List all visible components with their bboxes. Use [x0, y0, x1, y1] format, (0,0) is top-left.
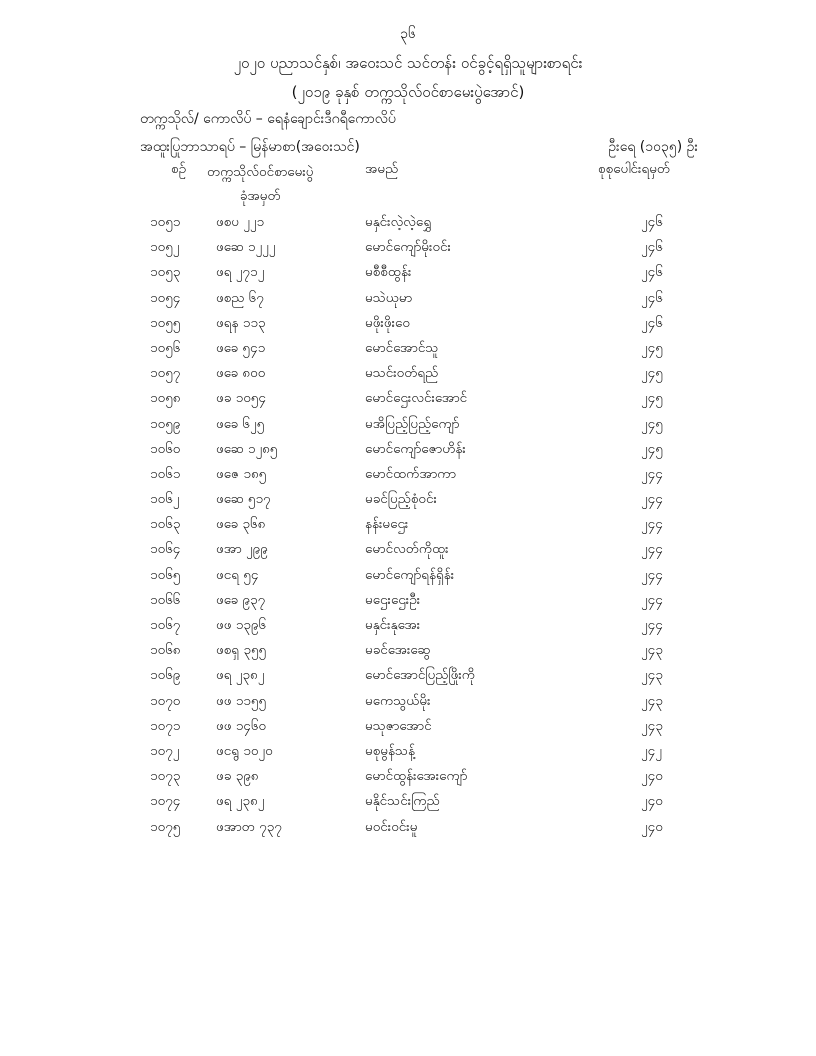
roll-number-cell: ဖရ ၂၃၈၂	[216, 667, 265, 684]
row-number-cell: ၁၀၆၉	[150, 667, 181, 684]
roll-number-cell: ဖငရ ၅၄	[216, 566, 259, 583]
student-name-cell: မသုဇာအောင်	[365, 717, 432, 734]
roll-number-cell: ဖခေ ၉၃၇	[216, 591, 266, 608]
table-row	[0, 540, 816, 565]
row-number-cell: ၁၀၆၇	[150, 617, 181, 633]
total-mark-cell: ၂၄၄	[641, 491, 663, 508]
total-mark-cell: ၂၄၃	[641, 642, 663, 659]
total-mark-cell: ၂၄၃	[641, 667, 663, 684]
row-number-cell: ၁၀၅၄	[150, 289, 181, 306]
results-table	[0, 213, 816, 843]
table-row	[0, 767, 816, 792]
table-row	[0, 364, 816, 389]
total-mark-cell: ၂၄၆	[641, 239, 663, 256]
student-name-cell: မဖိုးဖိုးဝေ	[365, 314, 410, 331]
table-row	[0, 666, 816, 691]
total-mark-cell: ၂၄၅	[641, 365, 663, 382]
table-row	[0, 792, 816, 817]
row-number-cell: ၁၀၅၉	[150, 415, 181, 432]
roll-number-cell: ဖအာတ ၇၃၇	[216, 818, 282, 835]
row-number-cell: ၁၀၅၃	[150, 264, 181, 281]
table-row	[0, 238, 816, 263]
table-row	[0, 314, 816, 339]
student-name-cell: မောင်ဌေးလင်းအောင်	[365, 390, 468, 407]
total-mark-cell: ၂၄၆	[641, 214, 663, 230]
total-mark-cell: ၂၄၄	[641, 566, 663, 583]
column-header-no: စဉ်	[171, 161, 187, 177]
student-name-cell: မောင်ကျော်မိုးဝင်း	[365, 239, 451, 256]
table-row	[0, 440, 816, 465]
roll-number-cell: ဖခေ ၃၆၈	[216, 516, 266, 533]
student-name-cell: မနှင်းလဲ့လဲ့ရွှေ	[365, 214, 432, 230]
total-count: ဦးရေ (၁၀၃၅) ဦး	[608, 139, 698, 155]
table-row	[0, 389, 816, 414]
student-name-cell: မောင်ကျော်ရန်ရှိန်း	[365, 566, 455, 583]
roll-number-cell: ဖခေ ၅၄၁	[216, 339, 266, 356]
row-number-cell: ၁၀၅၅	[150, 314, 181, 331]
roll-number-cell: ဖဆေ ၁၂၈၅	[216, 440, 278, 457]
total-mark-cell: ၂၄၅	[641, 415, 663, 432]
student-name-cell: မောင်အောင်သူ	[365, 339, 439, 356]
column-header-total-marks: စုစုပေါင်းရမှတ်	[598, 161, 671, 177]
row-number-cell: ၁၀၆၈	[150, 642, 181, 659]
column-header-roll-line-1: တက္ကသိုလ်ဝင်စာမေးပွဲ	[207, 164, 314, 180]
document-subtitle: (၂၀၁၉ ခုနှစ် တက္ကသိုလ်ဝင်စာမေးပွဲအောင်)	[291, 83, 525, 101]
student-name-cell: မောင်ထက်အာကာ	[365, 465, 457, 482]
row-number-cell: ၁၀၇၂	[150, 742, 180, 759]
table-row	[0, 415, 816, 440]
table-row	[0, 263, 816, 288]
roll-number-cell: ဖအာ ၂၉၉	[216, 541, 268, 558]
roll-number-cell: ဖစရှ ၃၅၅	[216, 642, 267, 659]
roll-number-cell: ဖခ ၃၉၈	[216, 768, 259, 785]
table-row	[0, 616, 816, 641]
total-mark-cell: ၂၄၃	[641, 717, 663, 734]
roll-number-cell: ဖခေ ၈၀၀	[216, 365, 266, 382]
student-name-cell: မဌေးဌေးဦး	[365, 591, 421, 608]
total-mark-cell: ၂၄၀	[641, 768, 663, 785]
roll-number-cell: ဖဖ ၁၄၆၀	[216, 717, 267, 734]
total-mark-cell: ၂၄၆	[641, 314, 663, 331]
table-row	[0, 818, 816, 843]
student-name-cell: မသင်းဝတ်ရည်	[365, 365, 439, 382]
total-mark-cell: ၂၄၄	[641, 591, 663, 608]
table-row	[0, 717, 816, 742]
student-name-cell: မကေသွယ်မိုး	[365, 692, 431, 709]
row-number-cell: ၁၀၇၅	[150, 818, 181, 835]
table-row	[0, 339, 816, 364]
total-mark-cell: ၂၄၄	[641, 516, 663, 533]
student-name-cell: မဝင်းဝင်းမူ	[365, 818, 418, 835]
total-mark-cell: ၂၄၆	[641, 289, 663, 306]
row-number-cell: ၁၀၅၁	[150, 214, 181, 230]
roll-number-cell: ဖငရွ ၁၀၂၀	[216, 742, 273, 759]
student-name-cell: မသဲယုမာ	[365, 289, 413, 306]
student-name-cell: မောင်ထွန်းအေးကျော်	[365, 768, 468, 785]
table-row	[0, 692, 816, 717]
table-row	[0, 213, 816, 238]
student-name-cell: မခင်အေးဆွေ	[365, 642, 431, 659]
row-number-cell: ၁၀၆၅	[150, 566, 181, 583]
total-mark-cell: ၂၄၄	[641, 541, 663, 558]
university-line: တက္ကသိုလ်/ ကောလိပ် – ရေနံချောင်းဒီဂရီကောလိပ်	[140, 111, 396, 127]
roll-number-cell: ဖခ ၁၀၅၄	[216, 390, 266, 407]
column-header-roll-line-2: ခုံအမှတ်	[239, 188, 281, 204]
student-name-cell: မနှင်းနုအေး	[365, 617, 421, 633]
row-number-cell: ၁၀၅၈	[150, 390, 181, 407]
total-mark-cell: ၂၄၄	[641, 617, 663, 633]
row-number-cell: ၁၀၇၁	[150, 717, 181, 734]
row-number-cell: ၁၀၇၄	[150, 793, 181, 810]
total-mark-cell: ၂၄၆	[641, 264, 663, 281]
roll-number-cell: ဖဖ ၁၁၅၅	[216, 692, 267, 709]
row-number-cell: ၁၀၆၄	[150, 541, 181, 558]
roll-number-cell: ဖဆေ ၁၂၂၂	[216, 239, 276, 256]
table-row	[0, 641, 816, 666]
table-row	[0, 490, 816, 515]
roll-number-cell: ဖရ ၂၃၈၂	[216, 793, 265, 810]
student-name-cell: မောင်အောင်ပြည့်ဖြိုးကို	[365, 667, 475, 684]
row-number-cell: ၁၀၆၀	[150, 440, 181, 457]
total-mark-cell: ၂၄၅	[641, 440, 663, 457]
table-row	[0, 591, 816, 616]
roll-number-cell: ဖစည ၆၇	[216, 289, 264, 306]
table-row	[0, 289, 816, 314]
column-header-roll-number	[207, 160, 313, 208]
subject-line: အထူးပြုဘာသာရပ် – မြန်မာစာ(အဝေးသင်)	[140, 139, 360, 155]
total-mark-cell: ၂၄၃	[641, 692, 663, 709]
row-number-cell: ၁၀၇၃	[150, 768, 181, 785]
row-number-cell: ၁၀၆၂	[150, 491, 180, 508]
table-row	[0, 515, 816, 540]
total-mark-cell: ၂၄၂	[641, 742, 662, 759]
total-mark-cell: ၂၄၅	[641, 339, 663, 356]
row-number-cell: ၁၀၅၂	[150, 239, 180, 256]
roll-number-cell: ဖဇေ ၁၈၅	[216, 465, 267, 482]
student-name-cell: မစီစီထွန်း	[365, 264, 412, 281]
roll-number-cell: ဖဆေ ၅၁၇	[216, 491, 271, 508]
roll-number-cell: ဖခေ ၆၂၅	[216, 415, 265, 432]
column-header-name: အမည်	[365, 161, 399, 177]
row-number-cell: ၁၀၆၃	[150, 516, 181, 533]
row-number-cell: ၁၀၆၆	[150, 591, 181, 608]
total-mark-cell: ၂၄၅	[641, 390, 663, 407]
student-name-cell: မောင်လတ်ကိုထူး	[365, 541, 449, 558]
roll-number-cell: ဖစပ ၂၂၁	[216, 214, 265, 230]
student-name-cell: နန်းမဌေး	[365, 516, 409, 533]
table-row	[0, 465, 816, 490]
table-row	[0, 742, 816, 767]
student-name-cell: မစုမွန်သန့်	[365, 742, 416, 759]
document-title: ၂၀၂၀ ပညာသင်နှစ်၊ အဝေးသင် သင်တန်း ဝင်ခွင့်ရရှိသူများစာရင်း	[233, 54, 583, 72]
roll-number-cell: ဖရန ၁၁၃	[216, 314, 266, 331]
row-number-cell: ၁၀၇၀	[150, 692, 181, 709]
student-name-cell: မောင်ကျော်ဇောဟိန်း	[365, 440, 466, 457]
student-name-cell: မခင်ပြည့်စုံဝင်း	[365, 491, 437, 508]
student-name-cell: မအိပြည့်ပြည့်ကျော်	[365, 415, 460, 432]
total-mark-cell: ၂၄၀	[641, 793, 663, 810]
row-number-cell: ၁၀၆၁	[150, 465, 181, 482]
roll-number-cell: ဖရ ၂၇၁၂	[216, 264, 265, 281]
total-mark-cell: ၂၄၀	[641, 818, 663, 835]
table-row	[0, 566, 816, 591]
roll-number-cell: ဖဖ ၁၃၉၆	[216, 617, 267, 633]
row-number-cell: ၁၀၅၇	[150, 365, 181, 382]
page-number: ၃၆	[400, 26, 416, 42]
row-number-cell: ၁၀၅၆	[150, 339, 181, 356]
total-mark-cell: ၂၄၄	[641, 465, 663, 482]
student-name-cell: မနိုင်သင်းကြည်	[365, 793, 440, 810]
